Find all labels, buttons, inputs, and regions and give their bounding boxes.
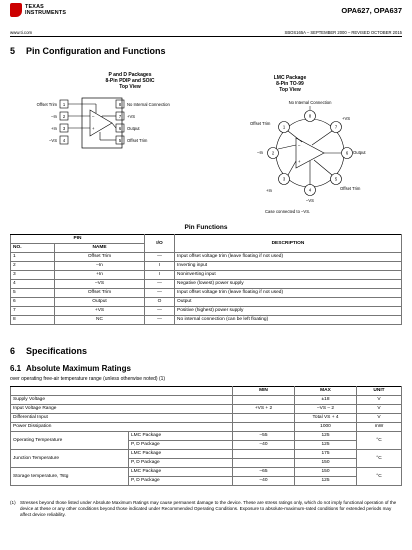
pin-no-cell: 5: [11, 289, 55, 298]
dip-plus-sign: +: [92, 126, 95, 131]
amr-cell-min: [233, 450, 295, 459]
svg-text:7: 7: [118, 114, 122, 119]
table-row: [11, 423, 402, 432]
lmc-in-plus: +In: [266, 188, 272, 193]
lmc-caption-line2: 8-Pin TO-99: [276, 81, 304, 87]
amr-cell-max: –VS – 2: [295, 405, 357, 414]
amr-cell-max: 175: [295, 450, 357, 459]
section-5-heading: [10, 46, 166, 56]
header-revision: SBOS165A – SEPTEMBER 2000 – REVISED OCTOBER 2015: [284, 30, 402, 35]
pin-functions-body: [11, 253, 402, 325]
amr-cell-param: Storage temperature, Tstg: [11, 468, 129, 486]
section-6-1-heading: [10, 364, 131, 373]
table-row: [11, 298, 402, 307]
amr-cell-package: P, D Package: [129, 441, 233, 450]
dip-caption-line2: 8-Pin PDIP and SOIC: [105, 78, 155, 84]
amr-cell-package: LMC Package: [129, 432, 233, 441]
pin-desc-cell: No internal connection (can be left floating): [175, 316, 402, 325]
section-5-title: Pin Configuration and Functions: [26, 46, 166, 56]
amr-cell-param: Operating Temperature: [11, 432, 129, 450]
amr-cell-max: Total VS + 4: [295, 414, 357, 423]
dip-pin-numbers: [63, 102, 122, 143]
amr-cell-param: Input Voltage Range: [11, 405, 233, 414]
svg-text:8: 8: [118, 102, 122, 107]
table-row: [11, 253, 402, 262]
pin-desc-cell: Output: [175, 298, 402, 307]
section-6-number: 6: [10, 346, 16, 356]
pin-name-cell: NC: [55, 316, 145, 325]
dip-minus-sign: –: [92, 114, 95, 119]
pin-name-cell: Offset Trim: [55, 289, 145, 298]
pin-no-cell: 2: [11, 262, 55, 271]
header-url[interactable]: www.ti.com: [10, 30, 33, 35]
pin-io-cell: —: [145, 289, 175, 298]
amr-cell-min: –40: [233, 477, 295, 486]
section-6-1-number: 6.1: [10, 364, 22, 373]
pin-io-cell: —: [145, 316, 175, 325]
svg-text:5: 5: [334, 176, 338, 182]
svg-text:2: 2: [62, 114, 66, 119]
amr-cell-max: 125: [295, 432, 357, 441]
amr-cell-min: –55: [233, 432, 295, 441]
pin-functions-title: Pin Functions: [184, 224, 228, 231]
amr-min-header: MIN: [233, 387, 295, 396]
svg-text:1: 1: [282, 124, 286, 130]
amr-cell-max: 1000: [295, 423, 357, 432]
ti-logo: [10, 3, 80, 23]
footnote-number: (1): [10, 500, 16, 505]
amr-cell-min: –65: [233, 468, 295, 477]
amr-cell-package: LMC Package: [129, 468, 233, 477]
table-row: [11, 405, 402, 414]
lmc-vs-plus: +VS: [342, 116, 351, 121]
amr-cell-unit: °C: [357, 432, 402, 450]
svg-text:8: 8: [308, 113, 312, 119]
amr-cell-min: +VS + 2: [233, 405, 295, 414]
section-6-heading: [10, 346, 87, 356]
amr-cell-unit: V: [357, 396, 402, 405]
pin-name-cell: +In: [55, 271, 145, 280]
svg-text:7: 7: [334, 124, 338, 130]
lmc-case-note: Case connected to –VS.: [265, 209, 311, 214]
amr-cell-max: 150: [295, 459, 357, 468]
pin-no-cell: 4: [11, 280, 55, 289]
dip-pin-boxes: [60, 100, 124, 144]
lmc-caption: [240, 75, 340, 93]
absolute-max-ratings-table: [10, 386, 402, 486]
pin-io-cell: —: [145, 253, 175, 262]
ti-logo-mark: [10, 3, 22, 17]
amr-cell-unit: °C: [357, 450, 402, 468]
section-6-1-title: Absolute Maximum Ratings: [26, 364, 131, 373]
pin-functions-table: [10, 234, 402, 325]
table-row: [11, 396, 402, 405]
pin-io-cell: —: [145, 280, 175, 289]
amr-cell-max: 125: [295, 441, 357, 450]
pin-name-cell: +VS: [55, 307, 145, 316]
amr-cell-unit: mW: [357, 423, 402, 432]
lmc-offset-trim-right: Offset Trim: [340, 186, 361, 191]
svg-text:–In: –In: [51, 114, 57, 119]
amr-cell-max: ±18: [295, 396, 357, 405]
pin-desc-cell: Positive (highest) power supply: [175, 307, 402, 316]
amr-unit-header: UNIT: [357, 387, 402, 396]
pin-desc-cell: Negative (lowest) power supply: [175, 280, 402, 289]
pin-io-cell: I: [145, 262, 175, 271]
pin-group-header: PIN: [11, 235, 145, 244]
doc-title: OPA627, OPA637: [341, 6, 402, 15]
pin-no-cell: 1: [11, 253, 55, 262]
table-row: [11, 414, 402, 423]
lmc-offset-trim-left: Offset Trim: [250, 121, 271, 126]
table-row: [11, 271, 402, 280]
dip-caption: [70, 72, 190, 90]
table-row: [11, 307, 402, 316]
svg-text:4: 4: [308, 187, 312, 193]
lmc-diagram: [230, 98, 390, 218]
svg-text:Offset Trim: Offset Trim: [127, 138, 148, 143]
lmc-minus-sign: –: [298, 143, 301, 148]
table-row: [11, 280, 402, 289]
amr-max-header: MAX: [295, 387, 357, 396]
svg-text:Offset Trim: Offset Trim: [36, 102, 57, 107]
pin-io-cell: O: [145, 298, 175, 307]
table-row: [11, 450, 402, 459]
svg-text:6: 6: [118, 126, 122, 131]
no-header: NO.: [11, 244, 55, 253]
header-rule: [10, 36, 402, 37]
table-row: [11, 289, 402, 298]
lmc-caption-line1: LMC Package: [273, 75, 307, 81]
table-row: [11, 468, 402, 477]
amr-body: [11, 396, 402, 486]
pin-io-cell: I: [145, 271, 175, 280]
lmc-output: Output: [353, 150, 366, 155]
svg-text:+VS: +VS: [127, 114, 136, 119]
amr-cell-min: [233, 423, 295, 432]
pin-desc-cell: Inverting input: [175, 262, 402, 271]
svg-text:4: 4: [62, 138, 66, 143]
lmc-caption-line3: Top View: [279, 87, 301, 93]
svg-text:+In: +In: [51, 126, 57, 131]
amr-conditions-note: over operating free-air temperature range (unless otherwise noted) (1): [10, 376, 166, 382]
pin-name-cell: –VS: [55, 280, 145, 289]
svg-text:3: 3: [282, 176, 286, 182]
svg-text:1: 1: [62, 102, 66, 107]
svg-text:2: 2: [271, 150, 275, 156]
dip-caption-line3: Top View: [119, 84, 141, 90]
svg-text:No Internal Connection: No Internal Connection: [127, 102, 170, 107]
amr-cell-max: 125: [295, 477, 357, 486]
svg-text:Output: Output: [127, 126, 140, 131]
lmc-in-minus: –In: [257, 150, 263, 155]
pin-name-cell: Offset Trim: [55, 253, 145, 262]
amr-cell-param: Differential Input: [11, 414, 233, 423]
amr-cell-unit: V: [357, 405, 402, 414]
svg-text:6: 6: [345, 150, 349, 156]
name-header: NAME: [55, 244, 145, 253]
amr-cell-package: LMC Package: [129, 450, 233, 459]
amr-cell-max: 150: [295, 468, 357, 477]
pin-name-cell: Output: [55, 298, 145, 307]
pin-no-cell: 7: [11, 307, 55, 316]
amr-cell-param: Supply Voltage: [11, 396, 233, 405]
io-header: I/O: [145, 235, 175, 253]
amr-cell-unit: V: [357, 414, 402, 423]
pin-no-cell: 8: [11, 316, 55, 325]
ti-logo-text: [25, 4, 66, 16]
amr-cell-package: P, D Package: [129, 477, 233, 486]
table-row: [11, 432, 402, 441]
description-header: DESCRIPTION: [175, 235, 402, 253]
pin-desc-cell: Input offset voltage trim (leave floating if not used): [175, 289, 402, 298]
dip-diagram: [20, 96, 200, 152]
section-5-number: 5: [10, 46, 16, 56]
svg-text:3: 3: [62, 126, 66, 131]
dip-opamp-symbol: [68, 104, 116, 140]
lmc-vs-minus: –VS: [306, 198, 314, 203]
table-row: [11, 316, 402, 325]
svg-text:5: 5: [118, 138, 122, 143]
section-6-title: Specifications: [26, 346, 88, 356]
dip-pin-labels: [37, 102, 171, 143]
amr-cell-min: –40: [233, 441, 295, 450]
lmc-nc-label: No Internal Connection: [288, 100, 332, 105]
pin-desc-cell: Input offset voltage trim (leave floating if not used): [175, 253, 402, 262]
logo-line2: INSTRUMENTS: [25, 10, 67, 16]
pin-no-cell: 6: [11, 298, 55, 307]
table-row: [11, 262, 402, 271]
amr-cell-unit: °C: [357, 468, 402, 486]
svg-text:–VS: –VS: [49, 138, 57, 143]
pin-no-cell: 3: [11, 271, 55, 280]
pin-name-cell: –In: [55, 262, 145, 271]
amr-cell-param: Power Dissipation: [11, 423, 233, 432]
amr-cell-package: P, D Package: [129, 459, 233, 468]
pin-io-cell: —: [145, 307, 175, 316]
dip-caption-line1: P and D Packages: [108, 72, 152, 78]
footnote-text: Stresses beyond those listed under Absolute Maximum Ratings may cause permanent damage to the device. These are stress ratings only, which do not imply functional operation of the device at these or any other conditions beyond those indicated under Recommended Operating Conditions. Exposure to absolute-maximum-rated conditions for extended periods may affect device reliability.: [20, 500, 397, 517]
amr-cell-min: [233, 396, 295, 405]
pin-desc-cell: Noninverting input: [175, 271, 402, 280]
amr-cell-min: [233, 459, 295, 468]
logo-line1: TEXAS: [25, 4, 44, 10]
amr-param-header: [11, 387, 233, 396]
lmc-plus-sign: +: [298, 159, 301, 164]
amr-cell-min: [233, 414, 295, 423]
amr-cell-param: Junction Temperature: [11, 450, 129, 468]
